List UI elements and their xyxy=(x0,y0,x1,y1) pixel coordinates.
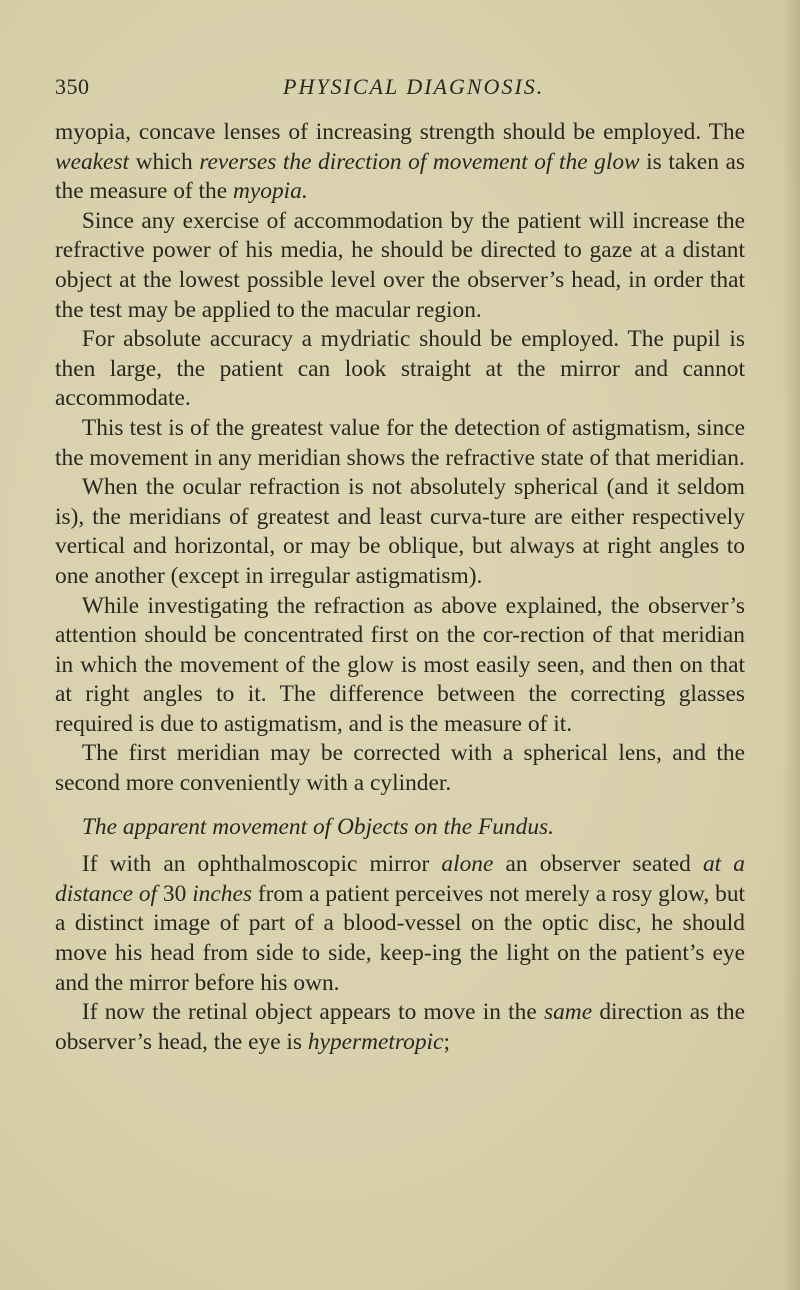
text-run: The first meridian may be corrected with a spherical lens, and the second more conveniently with a cylinder. xyxy=(55,740,745,797)
text-run: While investigating the refraction as above explained, the observer’s attention should be concentrated first on the cor-rection of that meridian in which the movement of the glow is most easily seen, and then on that at right angles to it. The difference between the correcting glasses required is due to astigmatism, and is the measure of it. xyxy=(55,592,745,737)
text-run: direction as the observer’s head, the eye is xyxy=(55,999,745,1055)
italic-text: myopia. xyxy=(232,178,308,205)
italic-text: alone xyxy=(441,851,494,878)
text-run: is taken as the measure of the xyxy=(55,148,745,205)
text-run: Since any exercise of accommodation by the patient will increase the refractive power of his media, he should be directed to gaze at a distant object at the lowest possible level over the observer’s head, in order that the test may be applied to the macular region. xyxy=(55,207,745,323)
paragraph xyxy=(55,592,745,740)
page-header xyxy=(55,74,745,106)
italic-text: same xyxy=(544,999,593,1026)
text-run: ; xyxy=(443,1028,450,1055)
paragraph xyxy=(55,414,745,473)
italic-text: at a distance of xyxy=(55,851,745,907)
text-run: myopia, concave lenses of increasing strength should be employed. The xyxy=(55,119,745,145)
italic-text: hypermetropic xyxy=(307,1028,444,1055)
text-run: If now the retinal object appears to move in the xyxy=(81,999,544,1026)
text-run: 30 xyxy=(157,880,193,907)
paragraph xyxy=(55,998,745,1057)
paragraph xyxy=(55,739,745,798)
text-run: This test is of the greatest value for the detection of astigmatism, since the movement in any meridian shows the refractive state of that meridian. xyxy=(55,414,745,471)
section-heading xyxy=(55,813,745,843)
text-run: For absolute accuracy a mydriatic should be employed. The pupil is then large, the patient can look straight at the mirror and cannot accommodate. xyxy=(55,326,745,412)
paragraph xyxy=(55,207,745,325)
italic-text: inches xyxy=(192,880,252,907)
italic-text: weakest xyxy=(55,148,130,175)
italic-text: The apparent movement of Objects on the Fundus. xyxy=(81,813,554,840)
text-run: If with an ophthalmoscopic mirror xyxy=(81,851,442,878)
paragraph xyxy=(55,325,745,414)
page-number: 350 xyxy=(55,74,90,99)
paragraph xyxy=(55,118,745,207)
text-run: from a patient perceives not merely a rosy glow, but a distinct image of part of a blood-vessel on the optic disc, he should move his head from side to side, keep-ing the light on the patient’s eye and the mirror before his own. xyxy=(55,880,746,996)
body-text xyxy=(55,118,745,1057)
text-run: When the ocular refraction is not absolutely spherical (and it seldom is), the meridians of greatest and least curva-ture are either respectively vertical and horizontal, or may be oblique, but always at right angles to one another (except in irregular astigmatism). xyxy=(55,474,745,589)
page-edge-shadow xyxy=(782,0,800,1290)
paragraph xyxy=(55,473,745,591)
text-run: an observer seated xyxy=(493,851,703,878)
text-run: which xyxy=(129,148,200,175)
running-title: PHYSICAL DIAGNOSIS. xyxy=(283,74,545,99)
paragraph xyxy=(55,850,745,998)
italic-text: reverses the direction of movement of the glow xyxy=(199,148,640,175)
